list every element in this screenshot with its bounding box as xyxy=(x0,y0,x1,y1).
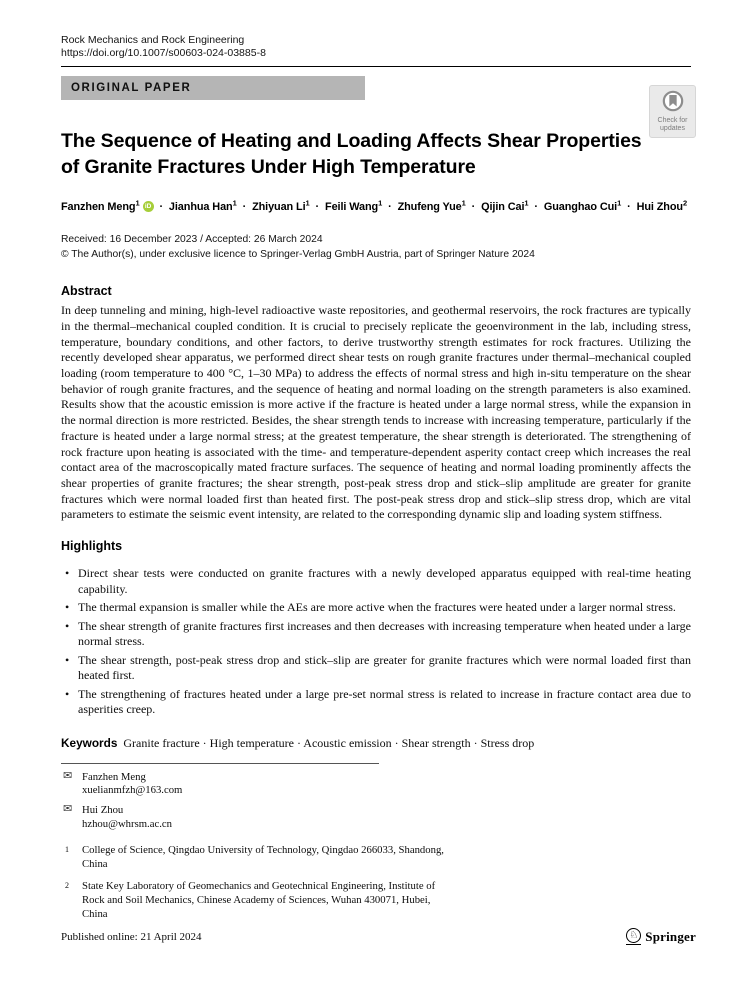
header-divider xyxy=(61,66,691,67)
paper-title xyxy=(61,129,691,180)
author-affiliation-sup: 1 xyxy=(524,198,529,208)
journal-name: Rock Mechanics and Rock Engineering xyxy=(61,34,245,46)
correspondence-name: Hui Zhou xyxy=(82,804,124,817)
author[interactable]: Qijin Cai$^1$ xyxy=(481,198,529,214)
doi-link[interactable]: https://doi.org/10.1007/s00603-024-03885-8 xyxy=(61,47,266,60)
paper-title-line1: The Sequence of Heating and Loading Affects Shear Properties xyxy=(61,130,642,153)
highlight-item: • The thermal expansion is smaller while the AEs are more active when the fractures were heated under a larger normal stress. xyxy=(61,600,691,616)
author[interactable]: Jianhua Han$^1$ xyxy=(168,198,237,214)
footnote-divider xyxy=(61,763,379,764)
affiliation-text: College of Science, Qingdao University of Technology, Qingdao 266033, Shandong, China xyxy=(82,844,444,871)
keywords-row xyxy=(61,736,691,751)
orcid-icon[interactable]: iD xyxy=(143,201,154,212)
page-footer xyxy=(61,928,696,945)
author-affiliation-sup: 1 xyxy=(378,198,383,208)
author[interactable]: Zhiyuan Li$^1$ xyxy=(252,198,310,214)
springer-logo xyxy=(626,928,696,945)
affiliation-number: 2 xyxy=(65,880,69,890)
author-separator: · xyxy=(159,201,163,214)
author-separator: · xyxy=(534,201,538,214)
affiliations-block xyxy=(61,843,691,921)
article-dates xyxy=(61,233,691,263)
correspondence-entry xyxy=(61,804,691,832)
author-separator: · xyxy=(242,201,247,214)
paper-title-line2: of Granite Fractures Under High Temperature xyxy=(61,155,476,178)
author-list xyxy=(61,199,691,214)
author[interactable]: Feili Wang$^1$ xyxy=(325,198,383,214)
received-accepted-line: Received: 16 December 2023 / Accepted: 26 March 2024 xyxy=(61,234,323,246)
author-affiliation-sup: 1 xyxy=(305,198,310,208)
author-separator: · xyxy=(627,201,631,214)
abstract-text: In deep tunneling and mining, high-level radioactive waste repositories, and geothermal reservoirs, the rock fractures are typically in the thermal–mechanical coupled condition. It is crucial to precisely replicate the geoenvironment in the lab, including stress, temperature, boundary conditions, and other factors, to derive trustworthy strength estimates for rock fractures. Utilizing the recently developed shear apparatus, we performed direct shear tests on rough granite fractures under thermal–mechanical coupled loading (room temperature to 400 °C, 1–30 MPa) to address the effects of normal stress and high in-situ temperature on the shear behavior of rough granite fractures, and the sequence of heating and normal loading on the strength parameters is also examined. Results show that the acoustic emission is more active if the fracture is heated under a large normal stress, while the expansion in the normal direction is more restricted. Besides, the shear strength tends to increase with increasing temperature, particularly if the fracture is heated under a large normal stress; at the greatest temperature, the shear strength is deteriorated. The strengthening of rock fracture upon heating is associated with the time- and temperature-dependent asperity contact creep which increases the real contact area of the macroscopically mated fracture surfaces. The sequence of heating and normal loading prominently affects the shear properties of granite fractures; the shear strength, post-peak stress drop and stick–slip amplitude are greater for granite fractures which were normal loaded first than heated first. The post-peak stress drop and stick–slip stress drop, which are vital parameters to estimate the seismic event intensity, are related to the corresponding dynamic slip and loading system stiffness. xyxy=(61,303,691,522)
check-for-updates-icon xyxy=(662,90,684,112)
published-online: Published online: 21 April 2024 xyxy=(61,930,202,943)
envelope-icon: ✉ xyxy=(63,803,73,816)
check-for-updates-label: Check for updates xyxy=(657,117,688,133)
author-affiliation-sup: 1 xyxy=(461,198,466,208)
author-affiliation-sup: 1 xyxy=(135,198,140,208)
author[interactable]: Zhufeng Yue$^1$ xyxy=(397,198,466,214)
check-for-updates-badge[interactable] xyxy=(649,85,696,138)
keywords-label: Keywords xyxy=(61,735,118,750)
affiliation-entry xyxy=(61,879,456,922)
author-separator: · xyxy=(315,201,320,214)
author-affiliation-sup: 1 xyxy=(232,198,237,208)
abstract-section xyxy=(61,284,691,523)
correspondence-block xyxy=(61,771,691,833)
correspondence-entry xyxy=(61,771,691,799)
highlight-item: • The shear strength, post-peak stress drop and stick–slip are greater for granite fractures which were normal loaded first than heated first. xyxy=(61,653,691,684)
highlight-item: • Direct shear tests were conducted on granite fractures with a newly developed apparatus equipped with real-time heating capability. xyxy=(61,566,691,597)
correspondence-email[interactable]: hzhou@whrsm.ac.cn xyxy=(82,818,172,831)
author-separator: · xyxy=(388,201,392,214)
author-separator: · xyxy=(471,201,476,214)
author-affiliation-sup: 2 xyxy=(682,198,688,208)
affiliation-text: State Key Laboratory of Geomechanics and Geotechnical Engineering, Institute of Rock and Soil Mechanics, Chinese Academy of Sciences, Wuhan 430071, Hubei, China xyxy=(82,879,436,920)
copyright-line: © The Author(s), under exclusive licence to Springer-Verlag GmbH Austria, part of Springer Nature 2024 xyxy=(61,249,535,261)
author-affiliation-sup: 1 xyxy=(617,198,622,208)
author[interactable]: Guanghao Cui$^1$ xyxy=(543,198,622,214)
highlights-heading: Highlights xyxy=(61,539,123,554)
affiliation-number: 1 xyxy=(65,845,69,855)
springer-knight-icon: ♘ xyxy=(626,928,641,945)
abstract-heading: Abstract xyxy=(61,284,112,299)
envelope-icon: ✉ xyxy=(63,769,73,782)
highlights-list xyxy=(61,566,691,718)
highlight-item: • The shear strength of granite fractures first increases and then decreases with increasing temperature when heated under a large normal stress. xyxy=(61,619,691,650)
highlights-section xyxy=(61,539,691,718)
correspondence-email[interactable]: xuelianmfzh@163.com xyxy=(82,784,183,797)
springer-wordmark: Springer xyxy=(645,928,696,944)
highlight-item: • The strengthening of fractures heated under a large pre-set normal stress is related to increase in fracture contact area due to asperities creep. xyxy=(61,687,691,718)
keywords-list: Granite fracture · High temperature · Acoustic emission · Shear strength · Stress drop xyxy=(123,735,535,750)
affiliation-entry xyxy=(61,843,456,871)
correspondence-name: Fanzhen Meng xyxy=(82,770,146,783)
author[interactable]: Hui Zhou$^2$ xyxy=(636,198,688,214)
author[interactable]: Fanzhen Meng$^1$ xyxy=(61,198,140,214)
article-type-banner: ORIGINAL PAPER xyxy=(61,76,365,100)
